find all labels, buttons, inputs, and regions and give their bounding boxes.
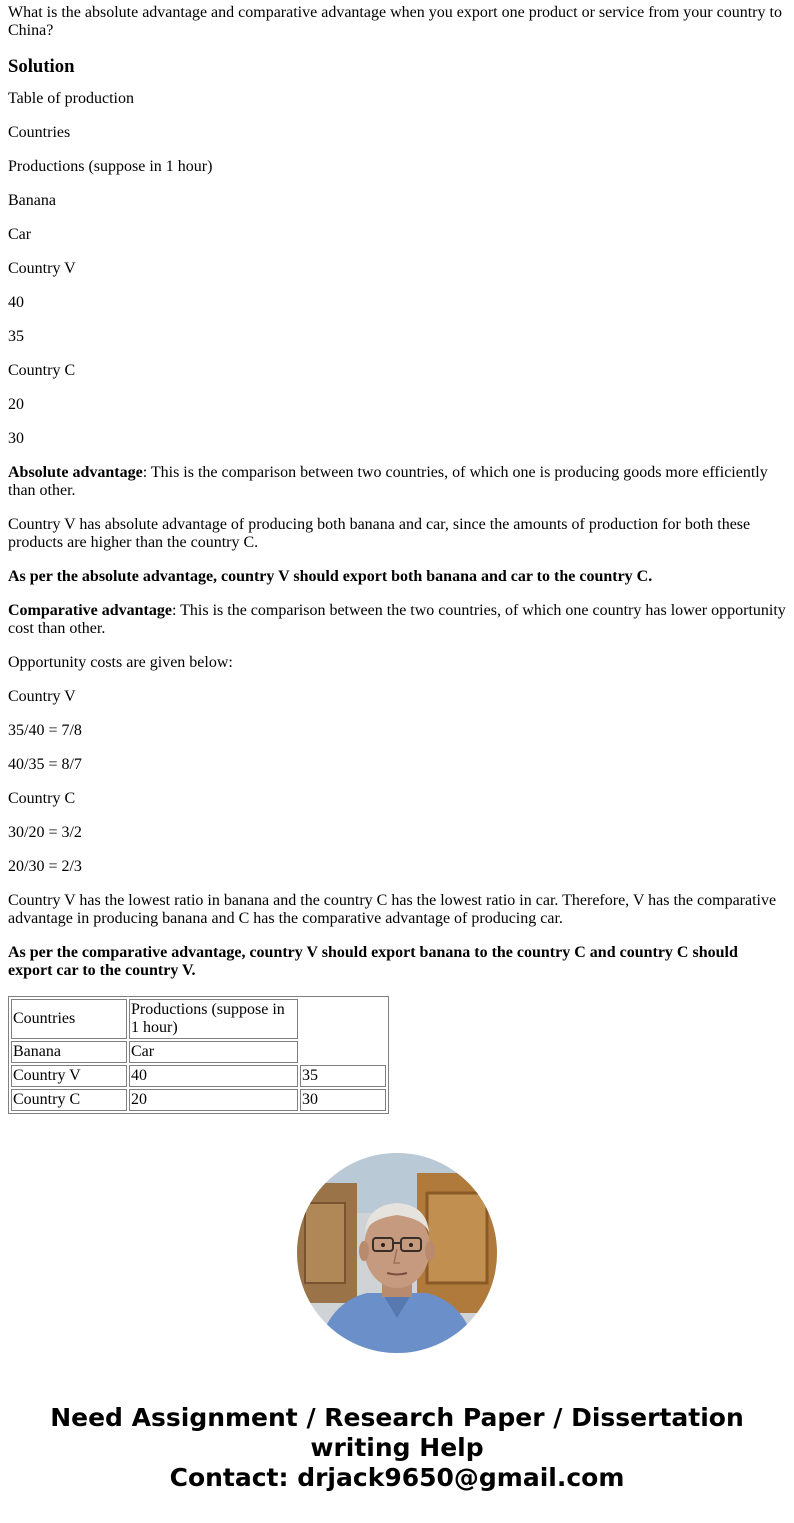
text-line: 40 (8, 294, 24, 311)
text-line: 20 (8, 396, 24, 413)
absolute-advantage-conclusion-text: As per the absolute advantage, country V should export both banana and car to the country C. (8, 568, 653, 585)
table-caption: Table of production (8, 90, 134, 107)
table-cell: Productions (suppose in 1 hour) (129, 999, 298, 1039)
table-cell: Car (129, 1041, 298, 1063)
table-row (11, 1041, 386, 1063)
text-line: Country C (8, 362, 76, 379)
table-cell: 20 (129, 1089, 298, 1111)
text-line: Countries (8, 124, 71, 141)
author-photo (297, 1153, 497, 1353)
text-line: Car (8, 226, 32, 243)
absolute-advantage-definition-text: : This is the comparison between two countries, of which one is producing goods more efficiently than other. (8, 464, 768, 499)
table-cell: 30 (300, 1089, 386, 1111)
comparative-advantage-definition (8, 602, 786, 638)
country-v-ratio: 40/35 = 8/7 (8, 756, 82, 773)
production-table (8, 996, 389, 1114)
comparative-advantage-explanation: Country V has the lowest ratio in banana and the country C has the lowest ratio in car. Therefore, V has the comparative advantage in producing banana and C has the comparative advantage of producing car. (8, 892, 777, 927)
table-cell: Banana (11, 1041, 127, 1063)
author-photo-image (297, 1153, 497, 1353)
country-v-label: Country V (8, 688, 76, 705)
comparative-advantage-term: Comparative advantage (8, 602, 172, 619)
country-c-label: Country C (8, 790, 76, 807)
contact-banner-line: writing Help (310, 1433, 484, 1462)
text-line: Country V (8, 260, 76, 277)
contact-banner-line: Need Assignment / Research Paper / Dissertation (50, 1403, 744, 1432)
table-cell: 35 (300, 1065, 386, 1087)
table-cell: Countries (11, 999, 127, 1039)
table-cell-empty (300, 1041, 386, 1063)
text-line: 30 (8, 430, 24, 447)
text-line: Productions (suppose in 1 hour) (8, 158, 213, 175)
table-cell: Country V (11, 1065, 127, 1087)
country-c-ratio: 30/20 = 3/2 (8, 824, 82, 841)
table-cell: 40 (129, 1065, 298, 1087)
comparative-advantage-conclusion (8, 944, 786, 980)
question-text: What is the absolute advantage and comparative advantage when you export one product or service from your country to China? (8, 4, 782, 39)
country-c-ratio: 20/30 = 2/3 (8, 858, 82, 875)
contact-banner (0, 1403, 794, 1493)
comparative-advantage-conclusion-text: As per the comparative advantage, country V should export banana to the country C and country C should export car to the country V. (8, 944, 738, 979)
table-cell: Country C (11, 1089, 127, 1111)
table-cell-empty (300, 999, 386, 1039)
absolute-advantage-conclusion (8, 568, 786, 586)
absolute-advantage-definition (8, 464, 786, 500)
article (8, 4, 786, 1114)
table-row (11, 999, 386, 1039)
absolute-advantage-term: Absolute advantage (8, 464, 143, 481)
text-line: 35 (8, 328, 24, 345)
table-row (11, 1065, 386, 1087)
text-line: Banana (8, 192, 56, 209)
absolute-advantage-explanation: Country V has absolute advantage of producing both banana and car, since the amounts of production for both these products are higher than the country C. (8, 516, 751, 551)
solution-heading: Solution (8, 56, 75, 77)
table-row (11, 1089, 386, 1111)
opportunity-costs-intro: Opportunity costs are given below: (8, 654, 233, 671)
contact-email: Contact: drjack9650@gmail.com (169, 1463, 625, 1492)
comparative-advantage-definition-text: : This is the comparison between the two countries, of which one country has lower opportunity cost than other. (8, 602, 786, 637)
country-v-ratio: 35/40 = 7/8 (8, 722, 82, 739)
